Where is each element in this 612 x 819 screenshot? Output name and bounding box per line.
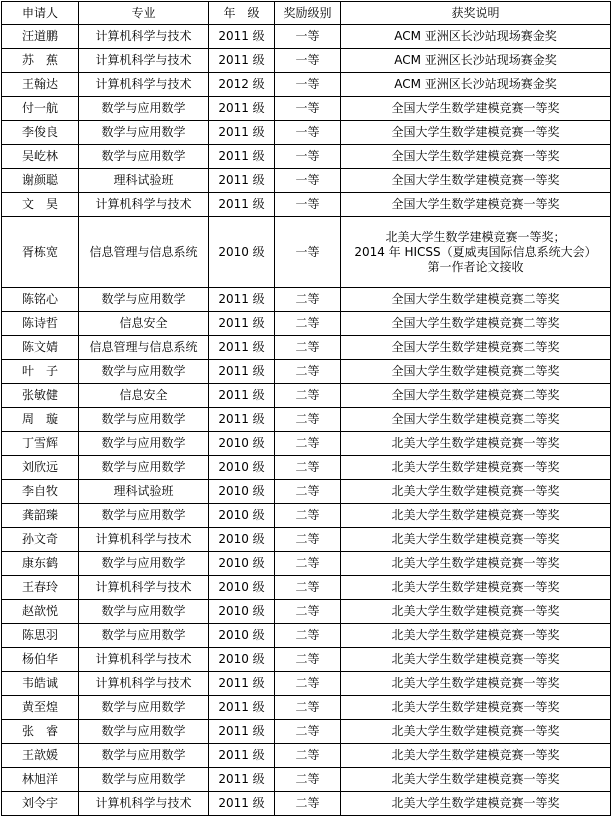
award-description-line: 北美大学生数学建模竞赛一等奖 xyxy=(391,748,560,762)
major-cell: 信息管理与信息系统 xyxy=(79,336,209,360)
major-cell: 数学与应用数学 xyxy=(79,288,209,312)
table-row xyxy=(2,672,611,696)
major-cell: 信息管理与信息系统 xyxy=(79,217,209,288)
award-description-line: 北美大学生数学建模竞赛一等奖 xyxy=(391,532,560,546)
major-cell: 数学与应用数学 xyxy=(79,696,209,720)
applicant-cell: 刘令宇 xyxy=(2,792,79,816)
award-description-cell xyxy=(341,600,611,624)
table-row xyxy=(2,384,611,408)
major-cell: 计算机科学与技术 xyxy=(79,672,209,696)
grade-cell: 2010 级 xyxy=(209,576,275,600)
award-level-cell: 二等 xyxy=(275,720,341,744)
major-cell: 计算机科学与技术 xyxy=(79,648,209,672)
table-row xyxy=(2,360,611,384)
award-description-cell xyxy=(341,73,611,97)
award-level-cell: 二等 xyxy=(275,432,341,456)
grade-cell: 2011 级 xyxy=(209,169,275,193)
table-row xyxy=(2,288,611,312)
award-level-cell: 二等 xyxy=(275,456,341,480)
grade-cell: 2011 级 xyxy=(209,672,275,696)
grade-cell: 2010 级 xyxy=(209,504,275,528)
award-level-cell: 二等 xyxy=(275,696,341,720)
award-level-cell: 一等 xyxy=(275,97,341,121)
award-level-cell: 二等 xyxy=(275,408,341,432)
major-cell: 数学与应用数学 xyxy=(79,456,209,480)
award-description-cell xyxy=(341,384,611,408)
award-description-line: 北美大学生数学建模竞赛一等奖 xyxy=(391,796,560,810)
award-description-cell xyxy=(341,768,611,792)
major-cell: 计算机科学与技术 xyxy=(79,576,209,600)
table-row xyxy=(2,432,611,456)
applicant-cell: 王春玲 xyxy=(2,576,79,600)
grade-cell: 2011 级 xyxy=(209,768,275,792)
award-description-line: 全国大学生数学建模竞赛二等奖 xyxy=(391,364,560,378)
applicant-cell: 文 昊 xyxy=(2,193,79,217)
table-row xyxy=(2,25,611,49)
award-description-line: 2014 年 HICSS（夏威夷国际信息系统大会） xyxy=(354,244,597,259)
grade-cell: 2012 级 xyxy=(209,73,275,97)
award-description-line: 全国大学生数学建模竞赛二等奖 xyxy=(391,316,560,330)
award-description-line: ACM 亚洲区长沙站现场赛金奖 xyxy=(394,77,557,91)
grade-cell: 2011 级 xyxy=(209,744,275,768)
major-cell: 数学与应用数学 xyxy=(79,408,209,432)
award-level-cell: 二等 xyxy=(275,504,341,528)
table-row xyxy=(2,576,611,600)
applicant-cell: 韦皓诚 xyxy=(2,672,79,696)
award-description-cell xyxy=(341,696,611,720)
grade-cell: 2011 级 xyxy=(209,384,275,408)
grade-cell: 2011 级 xyxy=(209,696,275,720)
table-row xyxy=(2,504,611,528)
award-description-line: 北美大学生数学建模竞赛一等奖 xyxy=(391,556,560,570)
award-level-cell: 二等 xyxy=(275,648,341,672)
table-row xyxy=(2,336,611,360)
grade-cell: 2010 级 xyxy=(209,456,275,480)
award-description-cell xyxy=(341,288,611,312)
major-cell: 数学与应用数学 xyxy=(79,360,209,384)
award-description-line: 全国大学生数学建模竞赛二等奖 xyxy=(391,412,560,426)
major-cell: 计算机科学与技术 xyxy=(79,193,209,217)
grade-cell: 2011 级 xyxy=(209,408,275,432)
award-level-cell: 二等 xyxy=(275,360,341,384)
grade-cell: 2011 级 xyxy=(209,97,275,121)
applicant-cell: 李俊良 xyxy=(2,121,79,145)
applicant-cell: 康东鹤 xyxy=(2,552,79,576)
grade-cell: 2010 级 xyxy=(209,217,275,288)
table-row xyxy=(2,768,611,792)
table-row xyxy=(2,193,611,217)
award-description-line: ACM 亚洲区长沙站现场赛金奖 xyxy=(394,53,557,67)
award-description-line: 北美大学生数学建模竞赛一等奖 xyxy=(391,724,560,738)
table-row xyxy=(2,169,611,193)
major-cell: 数学与应用数学 xyxy=(79,97,209,121)
award-description-cell xyxy=(341,360,611,384)
table-row xyxy=(2,73,611,97)
award-description-cell xyxy=(341,217,611,288)
applicant-cell: 胥栋宽 xyxy=(2,217,79,288)
major-cell: 信息安全 xyxy=(79,312,209,336)
awards-table xyxy=(1,1,611,816)
award-level-cell: 二等 xyxy=(275,528,341,552)
award-description-cell xyxy=(341,25,611,49)
award-description-cell xyxy=(341,336,611,360)
applicant-cell: 李自牧 xyxy=(2,480,79,504)
award-description-cell xyxy=(341,504,611,528)
table-row xyxy=(2,696,611,720)
award-description-line: 全国大学生数学建模竞赛一等奖 xyxy=(391,197,560,211)
award-description-cell xyxy=(341,145,611,169)
applicant-cell: 黄至煌 xyxy=(2,696,79,720)
applicant-cell: 陈铭心 xyxy=(2,288,79,312)
award-description-line: 全国大学生数学建模竞赛二等奖 xyxy=(391,292,560,306)
award-description-cell xyxy=(341,792,611,816)
applicant-cell: 王歆媛 xyxy=(2,744,79,768)
award-level-cell: 二等 xyxy=(275,312,341,336)
table-row xyxy=(2,145,611,169)
grade-cell: 2010 级 xyxy=(209,648,275,672)
award-description-cell xyxy=(341,49,611,73)
applicant-cell: 刘欣远 xyxy=(2,456,79,480)
award-description-cell xyxy=(341,193,611,217)
applicant-cell: 谢颜聪 xyxy=(2,169,79,193)
award-description-cell xyxy=(341,528,611,552)
major-cell: 计算机科学与技术 xyxy=(79,528,209,552)
award-description-line: 北美大学生数学建模竞赛一等奖 xyxy=(391,436,560,450)
award-description-line: ACM 亚洲区长沙站现场赛金奖 xyxy=(394,29,557,43)
award-level-cell: 二等 xyxy=(275,336,341,360)
table-row xyxy=(2,49,611,73)
award-description-line: 北美大学生数学建模竞赛一等奖 xyxy=(391,652,560,666)
major-cell: 计算机科学与技术 xyxy=(79,25,209,49)
applicant-cell: 王翰达 xyxy=(2,73,79,97)
award-description-cell xyxy=(341,480,611,504)
table-row xyxy=(2,744,611,768)
major-cell: 数学与应用数学 xyxy=(79,768,209,792)
table-row xyxy=(2,552,611,576)
major-cell: 数学与应用数学 xyxy=(79,432,209,456)
award-description-line: 全国大学生数学建模竞赛一等奖 xyxy=(391,101,560,115)
award-description-line: 北美大学生数学建模竞赛一等奖 xyxy=(391,772,560,786)
award-description-line: 北美大学生数学建模竞赛一等奖 xyxy=(391,580,560,594)
major-cell: 数学与应用数学 xyxy=(79,624,209,648)
award-level-cell: 二等 xyxy=(275,480,341,504)
major-cell: 数学与应用数学 xyxy=(79,552,209,576)
table-row xyxy=(2,217,611,288)
award-description-cell xyxy=(341,720,611,744)
award-description-cell xyxy=(341,648,611,672)
applicant-cell: 孙文奇 xyxy=(2,528,79,552)
grade-cell: 2011 级 xyxy=(209,25,275,49)
grade-cell: 2011 级 xyxy=(209,720,275,744)
award-description-cell xyxy=(341,432,611,456)
applicant-cell: 付一航 xyxy=(2,97,79,121)
award-description-line: 北美大学生数学建模竞赛一等奖； xyxy=(385,229,566,244)
table-row xyxy=(2,792,611,816)
applicant-cell: 陈思羽 xyxy=(2,624,79,648)
award-description-cell xyxy=(341,312,611,336)
award-description-cell xyxy=(341,456,611,480)
applicant-cell: 张敏健 xyxy=(2,384,79,408)
applicant-cell: 龚韶臻 xyxy=(2,504,79,528)
grade-cell: 2010 级 xyxy=(209,624,275,648)
applicant-cell: 赵歆悦 xyxy=(2,600,79,624)
major-cell: 数学与应用数学 xyxy=(79,121,209,145)
major-cell: 数学与应用数学 xyxy=(79,600,209,624)
grade-cell: 2010 级 xyxy=(209,480,275,504)
award-description-cell xyxy=(341,408,611,432)
award-description-line: 北美大学生数学建模竞赛一等奖 xyxy=(391,700,560,714)
table-body xyxy=(2,25,611,816)
table-row xyxy=(2,480,611,504)
award-level-cell: 二等 xyxy=(275,672,341,696)
grade-cell: 2010 级 xyxy=(209,528,275,552)
applicant-cell: 张 睿 xyxy=(2,720,79,744)
award-level-cell: 一等 xyxy=(275,217,341,288)
header-applicant: 申请人 xyxy=(2,2,79,25)
award-level-cell: 二等 xyxy=(275,624,341,648)
award-description-line: 全国大学生数学建模竞赛二等奖 xyxy=(391,388,560,402)
award-level-cell: 二等 xyxy=(275,768,341,792)
applicant-cell: 汪道鹏 xyxy=(2,25,79,49)
grade-cell: 2011 级 xyxy=(209,360,275,384)
header-award-level: 奖励级别 xyxy=(275,2,341,25)
table-row xyxy=(2,97,611,121)
award-level-cell: 一等 xyxy=(275,121,341,145)
major-cell: 数学与应用数学 xyxy=(79,504,209,528)
grade-cell: 2011 级 xyxy=(209,49,275,73)
table-row xyxy=(2,600,611,624)
applicant-cell: 叶 子 xyxy=(2,360,79,384)
grade-cell: 2011 级 xyxy=(209,312,275,336)
applicant-cell: 杨伯华 xyxy=(2,648,79,672)
award-level-cell: 一等 xyxy=(275,25,341,49)
major-cell: 数学与应用数学 xyxy=(79,145,209,169)
award-description-cell xyxy=(341,97,611,121)
major-cell: 信息安全 xyxy=(79,384,209,408)
award-level-cell: 二等 xyxy=(275,288,341,312)
award-description-cell xyxy=(341,552,611,576)
major-cell: 数学与应用数学 xyxy=(79,744,209,768)
applicant-cell: 丁雪辉 xyxy=(2,432,79,456)
grade-cell: 2010 级 xyxy=(209,432,275,456)
award-description-line: 全国大学生数学建模竞赛一等奖 xyxy=(391,149,560,163)
grade-cell: 2011 级 xyxy=(209,288,275,312)
award-level-cell: 二等 xyxy=(275,744,341,768)
table-row xyxy=(2,121,611,145)
table-row xyxy=(2,456,611,480)
award-level-cell: 二等 xyxy=(275,384,341,408)
award-description-line: 全国大学生数学建模竞赛一等奖 xyxy=(391,173,560,187)
award-description-line: 北美大学生数学建模竞赛一等奖 xyxy=(391,484,560,498)
award-description-line: 北美大学生数学建模竞赛一等奖 xyxy=(391,628,560,642)
grade-cell: 2011 级 xyxy=(209,121,275,145)
grade-cell: 2010 级 xyxy=(209,600,275,624)
award-level-cell: 二等 xyxy=(275,552,341,576)
major-cell: 数学与应用数学 xyxy=(79,720,209,744)
award-description-line: 第一作者论文接收 xyxy=(427,259,524,274)
award-level-cell: 一等 xyxy=(275,73,341,97)
grade-cell: 2010 级 xyxy=(209,552,275,576)
grade-cell: 2011 级 xyxy=(209,145,275,169)
table-header-row xyxy=(2,2,611,25)
applicant-cell: 吴屹林 xyxy=(2,145,79,169)
award-level-cell: 一等 xyxy=(275,193,341,217)
major-cell: 计算机科学与技术 xyxy=(79,73,209,97)
award-level-cell: 一等 xyxy=(275,169,341,193)
major-cell: 计算机科学与技术 xyxy=(79,792,209,816)
award-level-cell: 二等 xyxy=(275,792,341,816)
header-award-description: 获奖说明 xyxy=(341,2,611,25)
award-description-line: 北美大学生数学建模竞赛一等奖 xyxy=(391,604,560,618)
award-description-line: 全国大学生数学建模竞赛二等奖 xyxy=(391,340,560,354)
award-description-line: 北美大学生数学建模竞赛一等奖 xyxy=(391,676,560,690)
applicant-cell: 周 璇 xyxy=(2,408,79,432)
applicant-cell: 苏 蕉 xyxy=(2,49,79,73)
table-row xyxy=(2,528,611,552)
award-description-cell xyxy=(341,121,611,145)
award-description-cell xyxy=(341,576,611,600)
applicant-cell: 林旭洋 xyxy=(2,768,79,792)
table-row xyxy=(2,648,611,672)
award-description-cell xyxy=(341,624,611,648)
table-row xyxy=(2,408,611,432)
award-description-cell xyxy=(341,744,611,768)
header-major: 专业 xyxy=(79,2,209,25)
major-cell: 理科试验班 xyxy=(79,480,209,504)
award-level-cell: 一等 xyxy=(275,145,341,169)
applicant-cell: 陈诗哲 xyxy=(2,312,79,336)
major-cell: 计算机科学与技术 xyxy=(79,49,209,73)
award-description-line: 北美大学生数学建模竞赛一等奖 xyxy=(391,460,560,474)
grade-cell: 2011 级 xyxy=(209,336,275,360)
major-cell: 理科试验班 xyxy=(79,169,209,193)
award-description-cell xyxy=(341,169,611,193)
header-grade: 年 级 xyxy=(209,2,275,25)
table-row xyxy=(2,312,611,336)
grade-cell: 2011 级 xyxy=(209,792,275,816)
award-description-cell xyxy=(341,672,611,696)
award-level-cell: 二等 xyxy=(275,600,341,624)
applicant-cell: 陈文婧 xyxy=(2,336,79,360)
award-level-cell: 二等 xyxy=(275,576,341,600)
award-description-line: 全国大学生数学建模竞赛一等奖 xyxy=(391,125,560,139)
award-level-cell: 一等 xyxy=(275,49,341,73)
award-description-line: 北美大学生数学建模竞赛一等奖 xyxy=(391,508,560,522)
table-row xyxy=(2,624,611,648)
table-row xyxy=(2,720,611,744)
grade-cell: 2011 级 xyxy=(209,193,275,217)
